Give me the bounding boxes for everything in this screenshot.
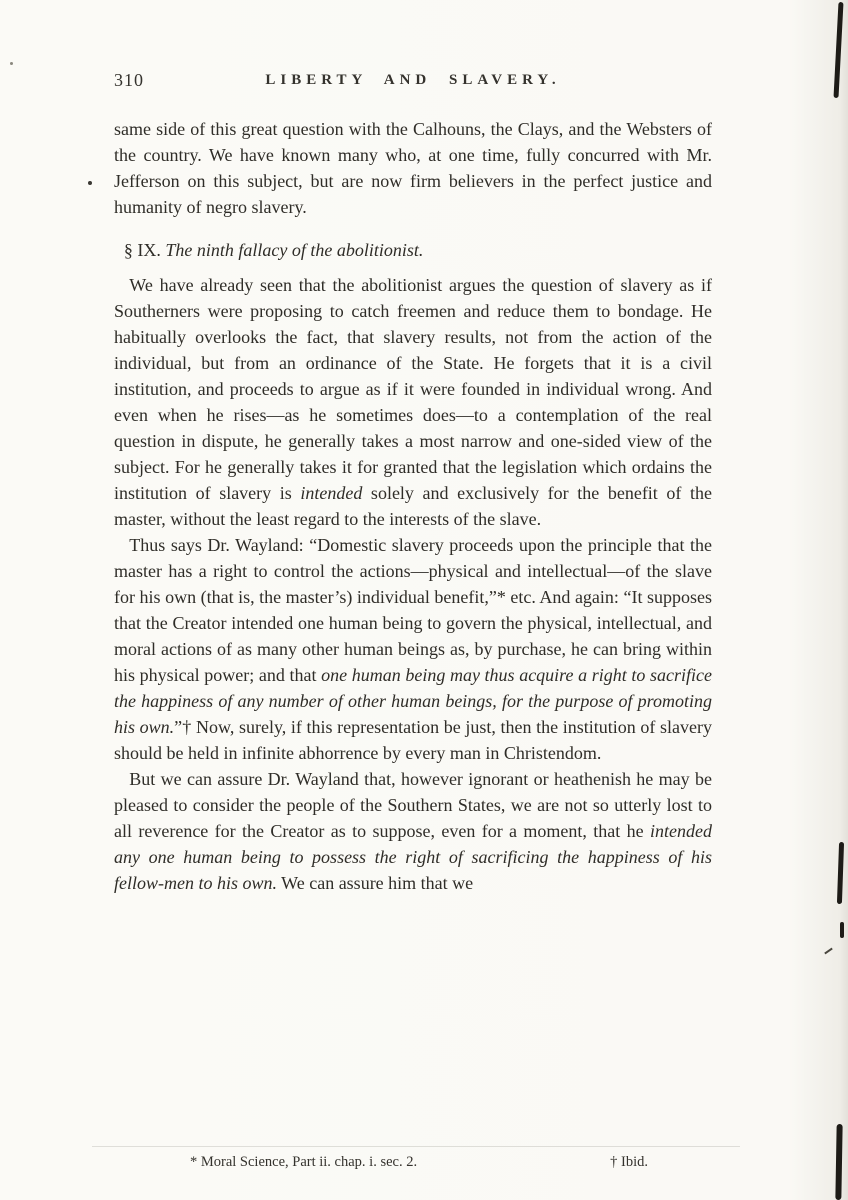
footnote-rule [92, 1146, 740, 1147]
page-header [114, 70, 712, 94]
paragraph: Thus says Dr. Wayland: “Domestic slavery proceeds upon the principle that the master has a right to control the actions—physical and intellectual—of the slave for his own (that is, the master’s) individual benefit,”* etc. And again: “It supposes that the Creator intended one human being to govern the physical, intellectual, and moral actions of as many other human beings as, by purchase, he can bring within his physical power; and that one human being may thus acquire a right to sacrifice the happiness of any number of other human beings, for the purpose of promoting his own.”† Now, surely, if this representation be just, then the institution of slavery should be held in infinite abhorrence by every man in Christendom. [114, 535, 712, 763]
scan-artifact-binding-mark [835, 1124, 842, 1200]
scan-artifact-speck [824, 948, 833, 955]
footnote-source: * Moral Science, Part ii. chap. i. sec. 2. [190, 1154, 418, 1170]
running-header: LIBERTY AND SLAVERY. [265, 72, 561, 88]
paragraph: We have already seen that the abolitionist argues the question of slavery as if Southerners were proposing to catch freemen and reduce them to bondage. He habitually overlooks the fact, that slavery results, not from the action of the individual, but from an ordinance of the State. He forgets that it is a civil institution, and proceeds to argue as if it were founded in individual wrong. And even when he rises—as he sometimes does—to a contemplation of the real question in dispute, he generally takes a most narrow and one-sided view of the subject. For he generally takes it for granted that the legislation which ordains the institution of slavery is intended solely and exclusively for the benefit of the master, without the least regard to the interests of the slave. [114, 275, 712, 529]
scan-artifact-speck [88, 181, 92, 185]
page-body [114, 116, 712, 896]
scan-artifact-binding-mark [840, 922, 844, 938]
footnote-ibid: † Ibid. [610, 1154, 648, 1170]
section-heading: § IX. The ninth fallacy of the abolitionist. [123, 240, 424, 260]
scan-artifact-binding-mark [837, 842, 844, 904]
scan-artifact-binding-mark [833, 2, 843, 98]
paragraph: But we can assure Dr. Wayland that, however ignorant or heathenish he may be pleased to consider the people of the Southern States, we are not so utterly lost to all reverence for the Creator as to suppose, even for a moment, that he intended any one human being to possess the right of sacrificing the happiness of his fellow-men to his own. We can assure him that we [114, 769, 712, 893]
scan-artifact-speck [10, 62, 13, 65]
paragraph-continuation: same side of this great question with the Calhouns, the Clays, and the Websters of the country. We have known many who, at one time, fully concurred with Mr. Jefferson on this subject, but are now firm believers in the perfect justice and humanity of negro slavery. [114, 119, 712, 217]
page-number: 310 [114, 70, 144, 90]
footnotes [114, 1152, 712, 1172]
